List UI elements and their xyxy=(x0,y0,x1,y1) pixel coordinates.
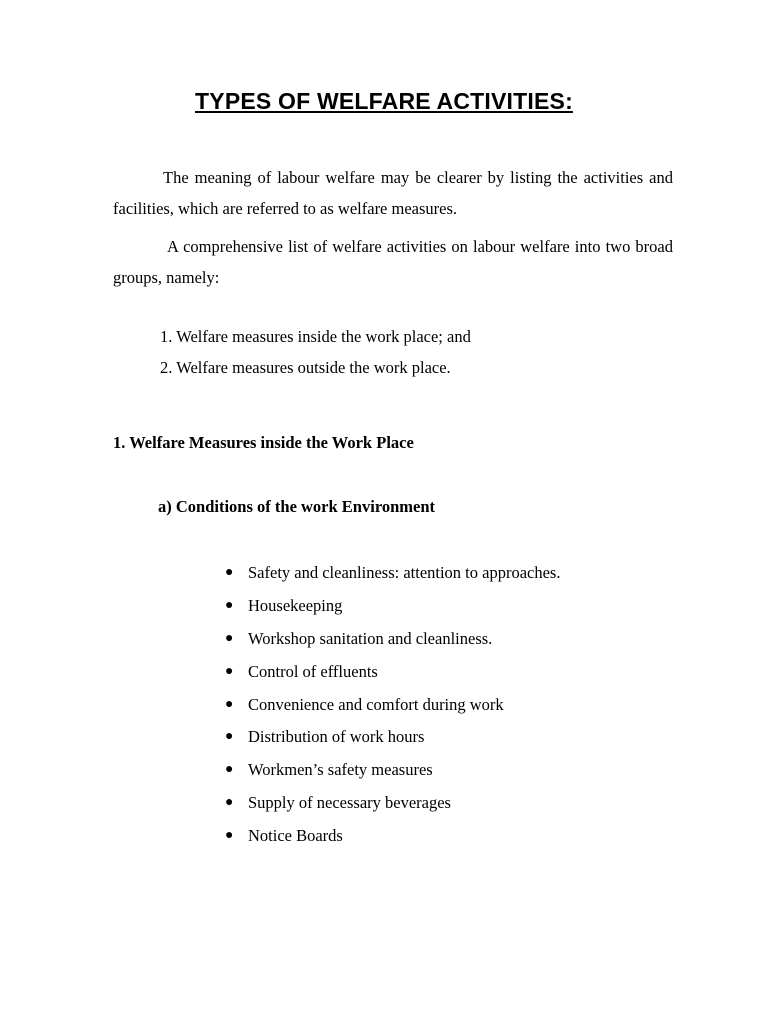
intro-paragraph-text: The meaning of labour welfare may be clearer by listing the activities and facilities, which are referred to as welfare measures. xyxy=(113,168,673,218)
bullet-icon: ● xyxy=(225,827,234,843)
bullet-item-text: Safety and cleanliness: attention to approaches. xyxy=(248,563,561,583)
intro-paragraph xyxy=(113,162,673,224)
groups-intro-paragraph xyxy=(113,231,673,293)
bullet-item xyxy=(225,787,560,820)
bullet-icon: ● xyxy=(225,729,234,745)
bullet-item xyxy=(225,557,560,590)
bullet-icon: ● xyxy=(225,762,234,778)
bullet-item xyxy=(225,590,560,623)
bullet-icon: ● xyxy=(225,663,234,679)
bullet-item-text: Supply of necessary beverages xyxy=(248,792,451,812)
bullet-item-text: Housekeeping xyxy=(248,596,343,616)
bullet-icon: ● xyxy=(225,794,234,810)
bullet-icon: ● xyxy=(225,696,234,712)
bullet-item xyxy=(225,721,560,754)
bullet-item-text: Convenience and comfort during work xyxy=(248,694,504,714)
bullet-item-text: Workmen’s safety measures xyxy=(248,760,433,780)
groups-intro-paragraph-text: A comprehensive list of welfare activities on labour welfare into two broad groups, namely: xyxy=(113,237,673,287)
bullet-item-text: Workshop sanitation and cleanliness. xyxy=(248,628,493,648)
bullet-item xyxy=(225,655,560,688)
bullet-item-text: Notice Boards xyxy=(248,825,343,845)
bullet-item xyxy=(225,623,560,656)
bullet-icon: ● xyxy=(225,630,234,646)
page-title: TYPES OF WELFARE ACTIVITIES: xyxy=(195,88,573,114)
welfare-bullet-list xyxy=(225,557,560,852)
bullet-item-text: Distribution of work hours xyxy=(248,727,425,747)
bullet-item-text: Control of effluents xyxy=(248,661,378,681)
section-heading: 1. Welfare Measures inside the Work Place xyxy=(113,433,414,452)
groups-list xyxy=(160,321,471,383)
bullet-item xyxy=(225,688,560,721)
bullet-item xyxy=(225,754,560,787)
bullet-item xyxy=(225,819,560,852)
bullet-icon: ● xyxy=(225,598,234,614)
bullet-icon: ● xyxy=(225,565,234,581)
groups-list-item: 1. Welfare measures inside the work place; and xyxy=(160,327,471,346)
subsection-heading: a) Conditions of the work Environment xyxy=(158,497,436,516)
groups-list-item: 2. Welfare measures outside the work place. xyxy=(160,358,451,377)
